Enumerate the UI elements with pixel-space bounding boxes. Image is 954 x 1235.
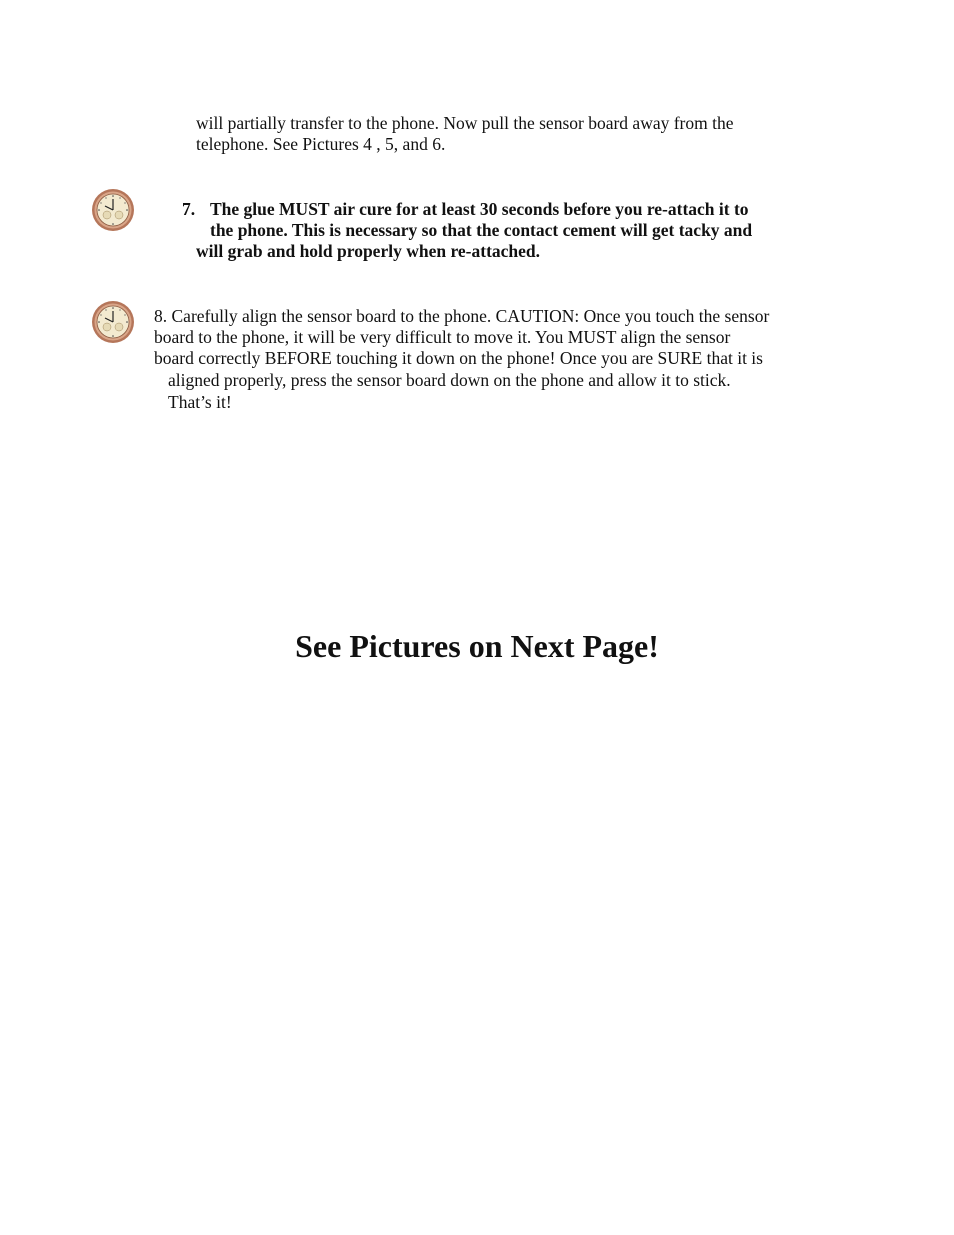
- step7-line-1: The glue MUST air cure for at least 30 seconds before you re-attach it to: [210, 199, 749, 219]
- intro-line-2: telephone. See Pictures 4 , 5, and 6.: [196, 134, 446, 154]
- next-page-headline: See Pictures on Next Page!: [295, 628, 659, 664]
- step7-line-2: the phone. This is necessary so that the contact cement will get tacky and: [210, 220, 753, 240]
- step7-number: 7.: [182, 199, 196, 219]
- intro-line-1: will partially transfer to the phone. Now pull the sensor board away from the: [196, 113, 734, 133]
- step7-line-3: will grab and hold properly when re-attached.: [196, 241, 541, 261]
- clock-icon: [91, 300, 135, 344]
- step8-line-5: That’s it!: [168, 392, 232, 412]
- step8-line-2: board to the phone, it will be very difficult to move it. You MUST align the sensor: [154, 327, 731, 347]
- step8-line-1: 8. Carefully align the sensor board to the phone. CAUTION: Once you touch the sensor: [154, 306, 770, 326]
- step8-line-4: aligned properly, press the sensor board down on the phone and allow it to stick.: [168, 370, 731, 390]
- step8-line-3: board correctly BEFORE touching it down on the phone! Once you are SURE that it is: [154, 348, 763, 368]
- clock-icon: [91, 188, 135, 232]
